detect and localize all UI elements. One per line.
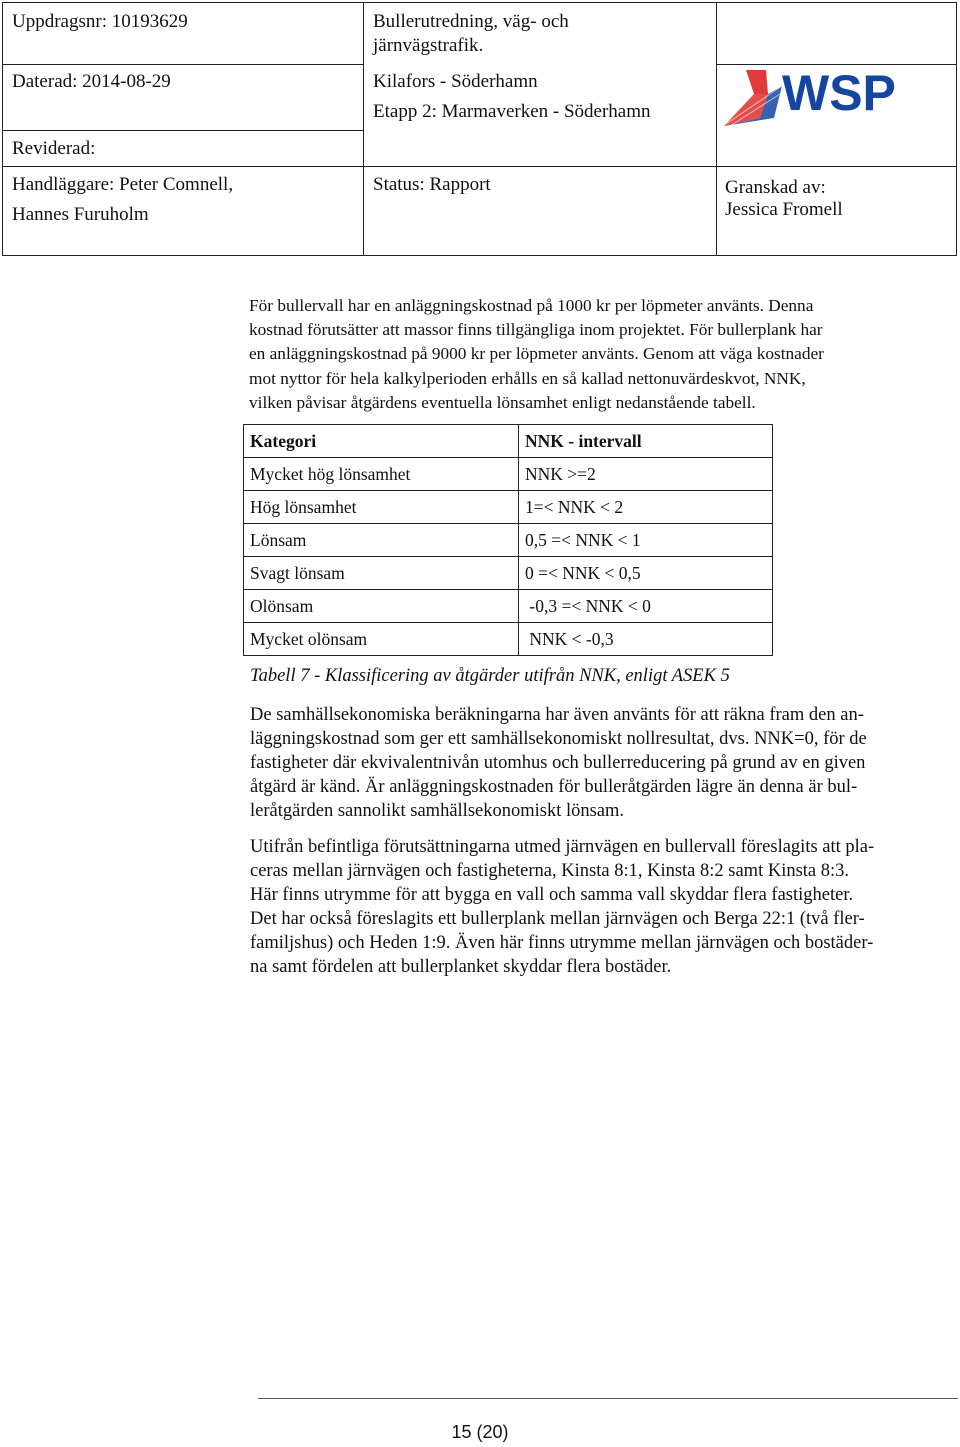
header-divider — [716, 64, 957, 65]
paragraph-1-line: vilken påvisar åtgärdens eventuella lönsamhet enligt nedanstående tabell. — [249, 393, 756, 412]
paragraph-1-line: mot nyttor för hela kalkylperioden erhålls en så kallad nettonuvärdeskvot, NNK, — [249, 369, 806, 388]
granskad-label: Granskad av: — [725, 177, 826, 198]
paragraph-3-line: Här finns utrymme för att bygga en vall och samma vall skyddar flera fastigheter. — [250, 885, 854, 905]
table-cell: 0 =< NNK < 0,5 — [519, 557, 773, 590]
paragraph-2-line: läggningskostnad som ger ett samhällsekonomiskt nollresultat, dvs. NNK=0, för de — [250, 729, 867, 749]
paragraph-1-line: en anläggningskostnad på 9000 kr per löpmeter använts. Genom att väga kostnader — [249, 344, 824, 363]
paragraph-2-line: leråtgärden sannolikt samhällsekonomiskt lönsam. — [250, 801, 625, 821]
header-divider — [716, 3, 717, 255]
logo-text: WSP — [782, 66, 896, 121]
handlaggare-names: Hannes Furuholm — [12, 204, 149, 225]
header-divider — [3, 64, 363, 65]
header-divider — [3, 166, 957, 167]
paragraph-1-line: För bullervall har en anläggningskostnad på 1000 kr per löpmeter använts. Denna — [249, 296, 814, 315]
table-row — [244, 623, 773, 656]
table-header-cell: Kategori — [244, 425, 519, 458]
table-cell: 1=< NNK < 2 — [519, 491, 773, 524]
table-cell: 0,5 =< NNK < 1 — [519, 524, 773, 557]
paragraph-1-line: kostnad förutsätter att massor finns tillgängliga inom projektet. För bullerplank har — [249, 320, 823, 339]
paragraph-2-line: åtgärd är känd. Är anläggningskostnaden för bulleråtgärden lägre än denna är bul- — [250, 777, 858, 797]
wsp-logo — [724, 66, 924, 132]
header-divider — [3, 130, 363, 131]
uppdragsnr: Uppdragsnr: 10193629 — [12, 11, 188, 32]
table-cell: NNK >=2 — [519, 458, 773, 491]
paragraph-3-line: Utifrån befintliga förutsättningarna utmed järnvägen en bullervall föreslagits att pla- — [250, 837, 875, 857]
handlaggare: Handläggare: Peter Comnell, — [12, 174, 234, 195]
table-cell: NNK < -0,3 — [519, 623, 773, 656]
paragraph-2-line: fastigheter där ekvivalentnivån utomhus och bullerreducering på grund av en given — [250, 753, 866, 773]
reviderad: Reviderad: — [12, 138, 96, 159]
report-title-cont: järnvägstrafik. — [373, 35, 484, 56]
nnk-table — [243, 424, 773, 656]
table-caption: Tabell 7 - Klassificering av åtgärder utifrån NNK, enligt ASEK 5 — [250, 666, 730, 686]
table-row — [244, 557, 773, 590]
report-title: Bullerutredning, väg- och — [373, 11, 569, 32]
table-row — [244, 524, 773, 557]
granskad-name: Jessica Fromell — [725, 199, 843, 220]
table-header-cell: NNK - intervall — [519, 425, 773, 458]
paragraph-3-line: Det har också föreslagits ett bullerplank mellan järnvägen och Berga 22:1 (två fler- — [250, 909, 865, 929]
page-number: 15 (20) — [451, 1422, 509, 1442]
table-row — [244, 458, 773, 491]
paragraph-3-line: familjshus) och Heden 1:9. Även här finns utrymme mellan järnvägen och bostäder- — [250, 933, 874, 953]
paragraph-2-line: De samhällsekonomiska beräkningarna har även använts för att räkna fram den an- — [250, 705, 864, 725]
table-cell: Lönsam — [244, 524, 519, 557]
daterad: Daterad: 2014-08-29 — [12, 71, 171, 92]
project-stage: Etapp 2: Marmaverken - Söderhamn — [373, 101, 651, 122]
table-cell: -0,3 =< NNK < 0 — [519, 590, 773, 623]
table-cell: Mycket olönsam — [244, 623, 519, 656]
table-header-row — [244, 425, 773, 458]
table-cell: Mycket hög lönsamhet — [244, 458, 519, 491]
status: Status: Rapport — [373, 174, 491, 195]
table-cell: Hög lönsamhet — [244, 491, 519, 524]
table-cell: Olönsam — [244, 590, 519, 623]
project-name: Kilafors - Söderhamn — [373, 71, 538, 92]
footer-rule — [258, 1398, 958, 1399]
header-divider — [363, 3, 364, 255]
paragraph-3-line: na samt fördelen att bullerplanket skyddar flera bostäder. — [250, 957, 672, 977]
table-row — [244, 491, 773, 524]
table-row — [244, 590, 773, 623]
table-cell: Svagt lönsam — [244, 557, 519, 590]
logo-red-shape — [746, 70, 768, 94]
paragraph-3-line: ceras mellan järnvägen och fastigheterna, Kinsta 8:1, Kinsta 8:2 samt Kinsta 8:3. — [250, 861, 850, 881]
